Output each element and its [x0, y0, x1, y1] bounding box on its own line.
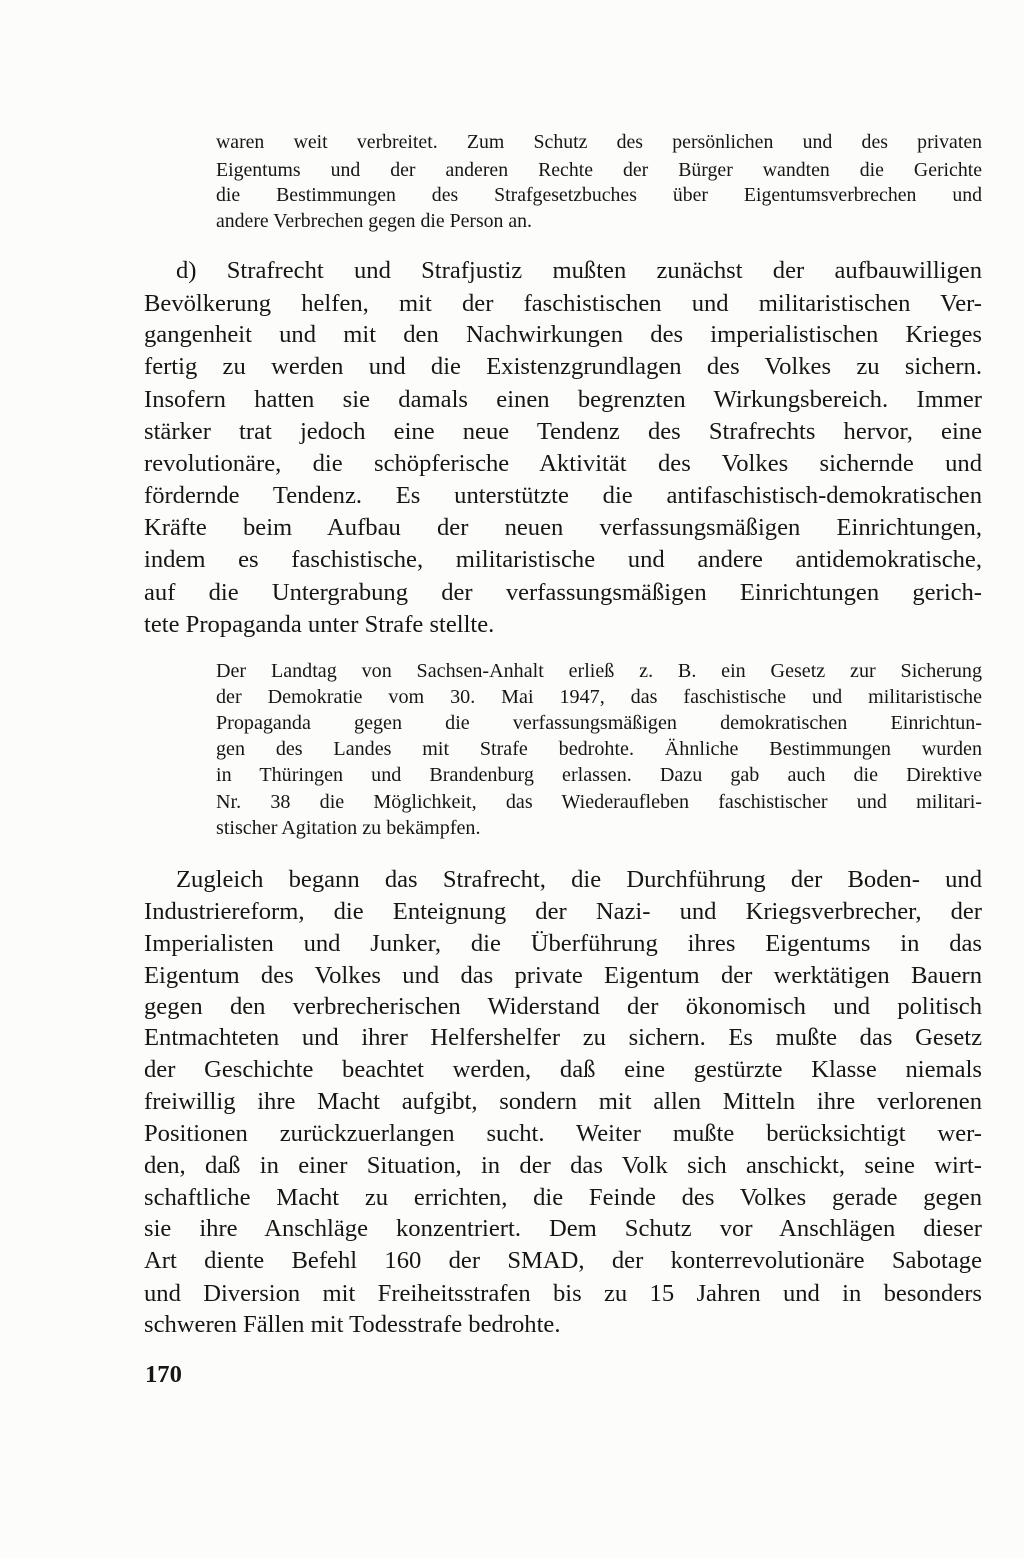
text-line: Insofern hatten sie damals einen begrenzten Wirkungsbereich. Immer: [144, 386, 982, 413]
text-line: andere Verbrechen gegen die Person an.: [216, 210, 532, 232]
text-line: Zugleich begann das Strafrecht, die Durchführung der Boden- und: [176, 866, 982, 893]
text-line: tete Propaganda unter Strafe stellte.: [144, 611, 495, 638]
page-number: 170: [145, 1361, 182, 1388]
text-line: Eigentums und der anderen Rechte der Bürger wandten die Gerichte: [216, 159, 982, 181]
text-line: auf die Untergrabung der verfassungsmäßigen Einrichtungen gerich-: [144, 579, 982, 606]
text-line: stischer Agitation zu bekämpfen.: [216, 817, 481, 839]
text-line: den, daß in einer Situation, in der das Volk sich anschickt, seine wirt-: [144, 1152, 982, 1179]
text-line: gen des Landes mit Strafe bedrohte. Ähnliche Bestimmungen wurden: [216, 738, 982, 760]
text-line: d) Strafrecht und Strafjustiz mußten zunächst der aufbauwilligen: [176, 257, 982, 284]
text-line: Positionen zurückzuerlangen sucht. Weiter mußte berücksichtigt wer-: [144, 1120, 982, 1147]
text-line: Bevölkerung helfen, mit der faschistischen und militaristischen Ver-: [144, 290, 982, 317]
text-line: der Geschichte beachtet werden, daß eine gestürzte Klasse niemals: [144, 1056, 982, 1083]
text-line: sie ihre Anschläge konzentriert. Dem Schutz vor Anschlägen dieser: [144, 1215, 982, 1242]
text-line: Kräfte beim Aufbau der neuen verfassungsmäßigen Einrichtungen,: [144, 514, 982, 541]
text-line: Imperialisten und Junker, die Überführung ihres Eigentums in das: [144, 930, 982, 957]
text-line: Industriereform, die Enteignung der Nazi- und Kriegsverbrecher, der: [144, 898, 982, 925]
text-line: Entmachteten und ihrer Helfershelfer zu sichern. Es mußte das Gesetz: [144, 1024, 982, 1051]
text-line: in Thüringen und Brandenburg erlassen. Dazu gab auch die Direktive: [216, 764, 982, 786]
text-line: Eigentum des Volkes und das private Eigentum der werktätigen Bauern: [144, 962, 982, 989]
text-line: schweren Fällen mit Todesstrafe bedrohte.: [144, 1311, 561, 1338]
text-line: indem es faschistische, militaristische und andere antidemokratische,: [144, 546, 982, 573]
text-line: stärker trat jedoch eine neue Tendenz des Strafrechts hervor, eine: [144, 418, 982, 445]
text-line: gegen den verbrecherischen Widerstand der ökonomisch und politisch: [144, 993, 982, 1020]
text-line: die Bestimmungen des Strafgesetzbuches über Eigentumsverbrechen und: [216, 184, 982, 206]
text-line: fördernde Tendenz. Es unterstützte die antifaschistisch-demokratischen: [144, 482, 982, 509]
text-line: revolutionäre, die schöpferische Aktivität des Volkes sichernde und: [144, 450, 982, 477]
text-line: Art diente Befehl 160 der SMAD, der konterrevolutionäre Sabotage: [144, 1247, 982, 1274]
text-line: freiwillig ihre Macht aufgibt, sondern mit allen Mitteln ihre verlorenen: [144, 1088, 982, 1115]
text-line: waren weit verbreitet. Zum Schutz des persönlichen und des privaten: [216, 131, 982, 153]
text-line: Nr. 38 die Möglichkeit, das Wiederaufleben faschistischer und militari-: [216, 791, 982, 813]
text-line: Der Landtag von Sachsen-Anhalt erließ z. B. ein Gesetz zur Sicherung: [216, 660, 982, 682]
text-line: und Diversion mit Freiheitsstrafen bis zu 15 Jahren und in besonders: [144, 1280, 982, 1307]
text-line: Propaganda gegen die verfassungsmäßigen demokratischen Einrichtun-: [216, 712, 982, 734]
text-line: fertig zu werden und die Existenzgrundlagen des Volkes zu sichern.: [144, 353, 982, 380]
text-line: schaftliche Macht zu errichten, die Feinde des Volkes gerade gegen: [144, 1184, 982, 1211]
text-line: gangenheit und mit den Nachwirkungen des imperialistischen Krieges: [144, 321, 982, 348]
text-line: der Demokratie vom 30. Mai 1947, das faschistische und militaristische: [216, 686, 982, 708]
